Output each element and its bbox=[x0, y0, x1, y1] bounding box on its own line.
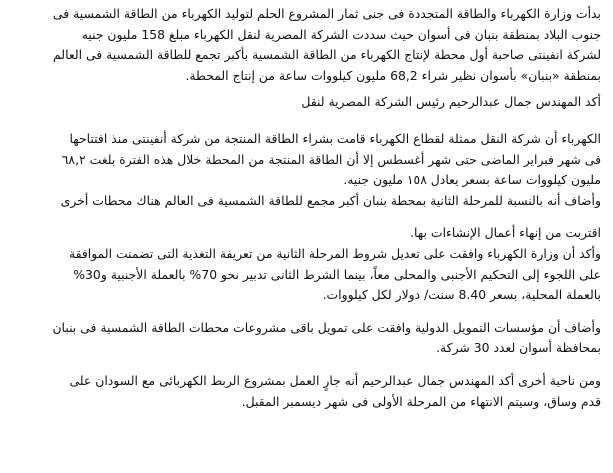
text-line: على اللجوء إلى التحكيم الأجنبى والمحلى معاً، بينما الشرط الثانى تدبير نحو 70% بالعملة الأجنبية و30% bbox=[73, 266, 601, 282]
paragraph-sudan-link bbox=[6, 371, 601, 412]
text-line: الكهرباء أن شركة النقل ممثلة لقطاع الكهرباء قامت بشراء الطاقة المنتجة من شركة أنفينتى منذ افتتاحها bbox=[69, 130, 601, 146]
text-line: بالعملة المحلية، بسعر 8.40 سنت/ دولار لكل كيلووات. bbox=[322, 287, 601, 303]
paragraph-financing bbox=[6, 318, 601, 359]
text-line: مليون كيلووات ساعة بسعر يعادل ١٥٨ مليون جنيه. bbox=[343, 172, 601, 188]
text-line: جنوب البلاد بمنطقة بنبان فى أسوان حيث سددت الشركة المصرية لنقل الكهرباء مبلغ 158 مليون جنيه bbox=[81, 26, 601, 42]
text-line: بمنطقة «بنبان» بأسوان نظير شراء 68,2 مليون كيلووات ساعة من إنتاج المحطة. bbox=[185, 67, 601, 83]
text-line: أكد المهندس جمال عبدالرحيم رئيس الشركة المصرية لنقل bbox=[301, 94, 601, 110]
text-line: فى شهر فبراير الماضى حتى شهر أغسطس إلا أن الطاقة المنتجة من المحطة خلال هذه الفترة بلغت ٦٨,٢ bbox=[61, 151, 601, 167]
paragraph-purchase bbox=[6, 129, 601, 211]
text-line: لشركة انفينتى صاحبة أول محطة لإنتاج الكهرباء من الطاقة الشمسية بأكبر تجمع للطاقة الشمسية فى العالم bbox=[53, 47, 601, 63]
text-line: وأضاف أن مؤسسات التمويل الدولية وافقت على تمويل باقى مشروعات محطات الطاقة الشمسية فى بنبان bbox=[52, 319, 601, 335]
text-line: قدم وساق، وسيتم الانتهاء من المرحلة الأولى فى شهر ديسمبر المقبل. bbox=[241, 393, 601, 409]
paragraph-second-phase bbox=[6, 223, 601, 305]
paragraph-intro bbox=[6, 4, 601, 86]
text-line: بدأت وزارة الكهرباء والطاقة المتجددة فى جنى ثمار المشروع الحلم لتوليد الكهرباء من الطاقة الشمسية فى bbox=[52, 6, 601, 21]
text-line: ومن ناحية أخرى أكد المهندس جمال عبدالرحيم أنه جارٍ العمل بمشروع الربط الكهربائى مع السودان على bbox=[69, 372, 601, 388]
text-line: بمحافظة أسوان لعدد 30 شركة. bbox=[436, 340, 601, 356]
text-line: وأكد أن وزارة الكهرباء وافقت على تعديل شروط المرحلة الثانية من تعريفة التغذية التى تضمنت الموافقة bbox=[68, 245, 601, 261]
text-line: اقتربت من إنهاء أعمال الإنشاءات بها. bbox=[410, 225, 601, 241]
paragraph-chairman bbox=[6, 92, 601, 113]
text-line: وأضاف أنه بالنسبة للمرحلة الثانية بمحطة بنبان أكبر مجمع للطاقة الشمسية فى العالم هناك محطات أخرى bbox=[60, 192, 601, 208]
